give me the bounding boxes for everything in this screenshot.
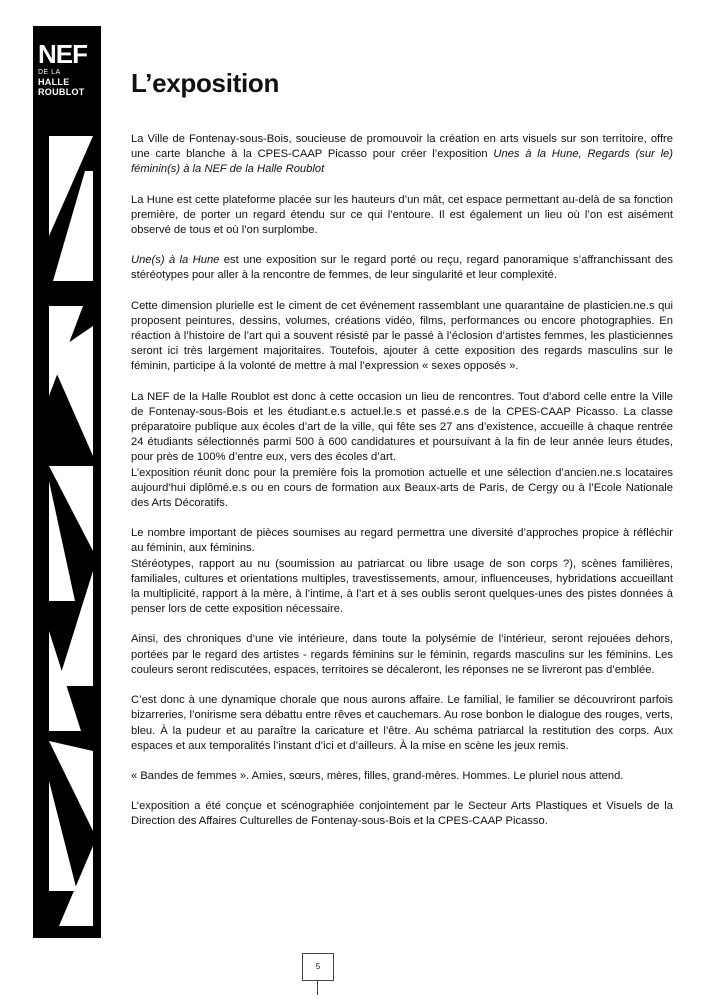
text-run: est une exposition sur le regard porté ou reçu, regard panoramique s’affranchissant des stéréotypes pour aller à la rencontre de femmes, de leur singularité et leur complexité.	[131, 254, 673, 282]
sidebar-band	[33, 26, 101, 938]
paragraph	[131, 799, 673, 829]
text-run: La Hune est cette plateforme placée sur les hauteurs d’un mât, cet espace permettant au-delà de sa fonction première, de porter un regard étendu sur ce qui l’entoure. Il est également un lieu où l’on est aisément observé de tous et où l’on surplombe.	[131, 193, 673, 237]
text-run: Ainsi, des chroniques d’une vie intérieure, dans toute la polysémie de l’intérieur, seront rejouées dehors, portées par le regard des artistes - regards féminins sur le féminin, regards masculins sur les féminins. Les couleurs seront rediscutées, espaces, territoires se décaleront, les réponses ne se livreront pas d’emblée.	[131, 633, 673, 676]
body-text	[131, 132, 673, 845]
italic-run: Unes à la Hune, Regards (sur le) féminin(s) à la NEF de la Halle Roublot	[131, 148, 673, 176]
text-run: Cette dimension plurielle est le ciment de cet événement rassemblant une quarantaine de plasticien.ne.s qui proposent peintures, dessins, volumes, créations vidéo, films, performances ou encore photographies. En réaction à l’histoire de l’art qui a souvent résisté par le passé à l’éclosion d’artistes femmes, les plasticiennes seront ici très largement majoritaires. Toutefois, ajouter à cette exposition des regards masculins sur le féminin, participe à la volonté de mettre à mal l’expression « sexes opposés ».	[131, 299, 673, 373]
paragraph	[131, 693, 673, 754]
page-title: L’exposition	[131, 68, 280, 98]
logo-nef: NEF	[38, 39, 87, 69]
deco-triangle	[49, 781, 77, 891]
text-run: Stéréotypes, rapport au nu (soumission au patriarcat ou libre usage de son corps ?), scènes familières, familiales, cultures et orientations multiples, travestissements, amour, influenceuses, hybridations accueillant la multiplicité, rapport à la mère, à l’intime, à l’art et à ses oublis seront quelques-unes des pistes données à penser lors de cette exposition nécessaire.	[131, 557, 673, 616]
paragraph	[131, 253, 673, 283]
paragraph	[131, 132, 673, 178]
text-run: L’exposition réunit donc pour la première fois la promotion actuelle et une sélection d’ancien.ne.s locataires aujourd’hui diplômé.e.s ou en cours de formation aux Beaux-arts de Paris, de Cergy ou à l’Ecole Nationale des Arts Décoratifs.	[131, 466, 673, 510]
paragraph	[131, 193, 673, 239]
paragraph	[131, 390, 673, 466]
page-number: 5	[302, 953, 334, 981]
paragraph	[131, 526, 673, 556]
text-run: « Bandes de femmes ». Amies, sœurs, mères, filles, grand-mères. Hommes. Le pluriel nous attend.	[131, 769, 624, 782]
paragraph	[131, 632, 673, 678]
text-run: La NEF de la Halle Roublot est donc à cette occasion un lieu de rencontres. Tout d’abord celle entre la Ville de Fontenay-sous-Bois et les étudiant.e.s actuel.le.s et passé.e.s de la CPES-CAAP Picasso. La classe préparatoire publique aux écoles d’art de la ville, qui fête ses 27 ans d’existence, accueille à chaque rentrée 24 étudiants sélectionnés parmi 500 à 600 candidatures et poursuivant à la fin de leur année leurs études, pour près de 100% d’entre eux, vers des écoles d’art.	[131, 390, 673, 464]
text-run: C’est donc à une dynamique chorale que nous aurons affaire. Le familial, le familier se découvriront parfois bizarreries, l’onirisme sera débattu entre rêves et cauchemars. Au rose bonbon le dialogue des rouges, verts, bleu. À la pudeur et au paraître la caricature et l’être. Au schéma patriarcal la restitution des corps. Aux espaces et aux temporalités l’instant d’ici et d’ailleurs. À la mise en scène les jeux remis.	[131, 694, 673, 752]
paragraph	[131, 557, 673, 618]
logo-roublot: ROUBLOT	[38, 87, 85, 97]
text-run: Le nombre important de pièces soumises au regard permettra une diversité d’approches propice à réfléchir au féminin, aux féminins.	[131, 527, 673, 555]
paragraph	[131, 299, 673, 375]
page-number-tick	[317, 981, 318, 995]
logo-halle: HALLE	[38, 77, 70, 87]
text-run: L’exposition a été conçue et scénographiée conjointement par le Secteur Arts Plastiques et Visuels de la Direction des Affaires Culturelles de Fontenay-sous-Bois et la CPES-CAAP Picasso.	[131, 800, 673, 828]
paragraph	[131, 769, 673, 784]
paragraph	[131, 466, 673, 512]
nef-logo	[38, 39, 98, 97]
logo-de-la: DE LA	[38, 69, 61, 76]
decorative-shapes	[33, 131, 101, 931]
italic-run: Une(s) à la Hune	[131, 254, 220, 267]
text-run: La Ville de Fontenay-sous-Bois, soucieuse de promouvoir la création en arts visuels sur son territoire, offre une carte blanche à la CPES-CAAP Picasso pour créer l’exposition	[131, 133, 673, 161]
